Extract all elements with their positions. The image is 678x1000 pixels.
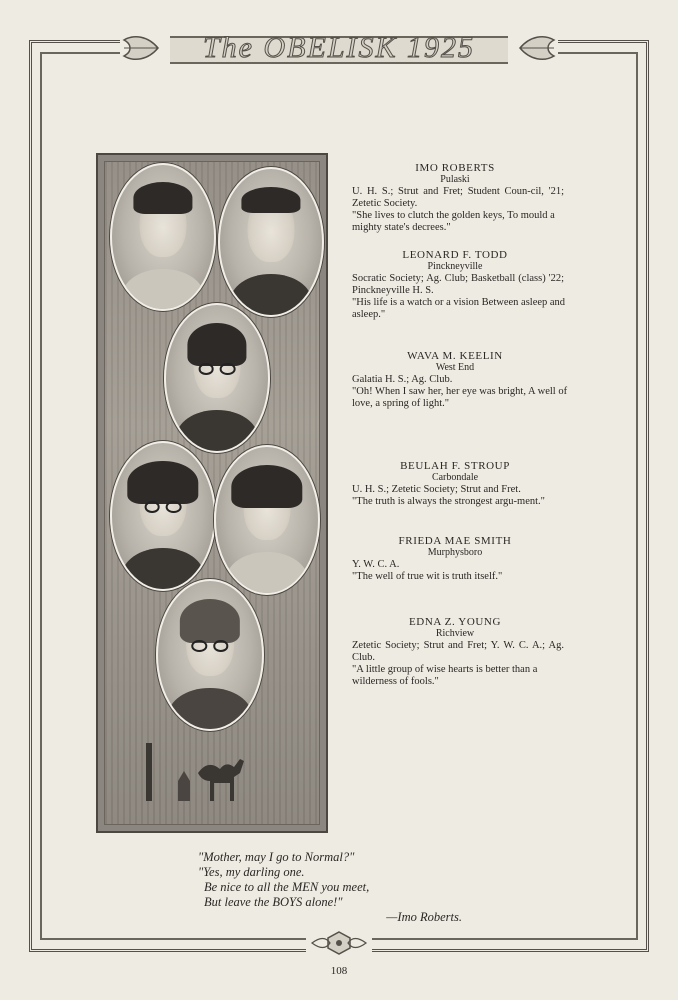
poem	[198, 850, 488, 925]
poem-line: But leave the BOYS alone!"	[204, 895, 343, 909]
bio-wava-keelin	[340, 350, 570, 410]
bio-details: Galatia H. S.; Ag. Club.	[352, 374, 453, 385]
bio-hometown: West End	[435, 362, 475, 373]
portrait-imo-roberts	[110, 163, 216, 311]
bio-hometown: Pulaski	[440, 174, 470, 185]
bio-beulah-stroup	[340, 460, 570, 508]
poem-attribution: —Imo Roberts.	[386, 910, 462, 924]
portrait-frieda-smith	[214, 445, 320, 595]
bio-details: U. H. S.; Zetetic Society; Strut and Fret.	[352, 484, 521, 495]
flourish-right-icon	[518, 30, 558, 66]
bio-quote: "A little group of wise hearts is better than a wilderness of fools."	[352, 664, 538, 687]
bio-name: IMO ROBERTS	[415, 162, 495, 174]
bio-details: Socratic Society; Ag. Club; Basketball (class) '22; Pinckneyville H. S.	[352, 273, 564, 296]
bio-quote: "His life is a watch or a vision Between asleep and asleep."	[352, 297, 566, 320]
bio-imo-roberts	[340, 162, 570, 234]
bio-hometown: Carbondale	[431, 472, 479, 483]
poem-line: "Mother, may I go to Normal?"	[198, 850, 355, 864]
bio-details: Y. W. C. A.	[352, 559, 400, 570]
bio-quote: "The well of true wit is truth itself."	[352, 571, 503, 582]
header-banner	[120, 22, 558, 74]
photo-panel	[96, 153, 328, 833]
portrait-beulah-stroup	[110, 441, 216, 591]
bio-leonard-todd	[340, 249, 570, 321]
ornament-emblem-icon	[306, 930, 372, 956]
bio-name: EDNA Z. YOUNG	[408, 616, 502, 628]
bio-details: Zetetic Society; Strut and Fret; Y. W. C. A.; Ag. Club.	[352, 640, 564, 663]
bio-hometown: Murphysboro	[427, 547, 483, 558]
poem-line: Be nice to all the MEN you meet,	[204, 880, 370, 894]
bio-hometown: Richview	[435, 628, 475, 639]
bio-details: U. H. S.; Strut and Fret; Student Coun-cil, '21; Zetetic Society.	[352, 186, 564, 209]
bio-hometown: Pinckneyville	[427, 261, 483, 272]
page-number: 108	[330, 965, 348, 977]
poem-line: "Yes, my darling one.	[198, 865, 305, 879]
bio-name: BEULAH F. STROUP	[400, 460, 510, 472]
flourish-left-icon	[120, 30, 160, 66]
bio-name: FRIEDA MAE SMITH	[398, 535, 512, 547]
bio-name: WAVA M. KEELIN	[407, 350, 503, 362]
glasses-icon	[191, 640, 228, 652]
bio-quote: "The truth is always the strongest argu-ment."	[352, 496, 545, 507]
camel-silhouette-icon	[138, 733, 268, 803]
portrait-wava-keelin	[164, 303, 270, 453]
glasses-icon	[199, 363, 236, 375]
bio-name: LEONARD F. TODD	[402, 249, 508, 261]
bio-frieda-smith	[340, 535, 570, 583]
bio-quote: "She lives to clutch the golden keys, To mould a mighty state's decrees."	[352, 210, 555, 233]
portrait-edna-young	[156, 579, 264, 731]
bio-quote: "Oh! When I saw her, her eye was bright, A well of love, a spring of light."	[352, 386, 568, 409]
portrait-leonard-todd	[218, 167, 324, 317]
glasses-icon	[145, 501, 182, 513]
header-title: The OBELISK 1925	[203, 31, 475, 64]
bio-edna-young	[340, 616, 570, 688]
